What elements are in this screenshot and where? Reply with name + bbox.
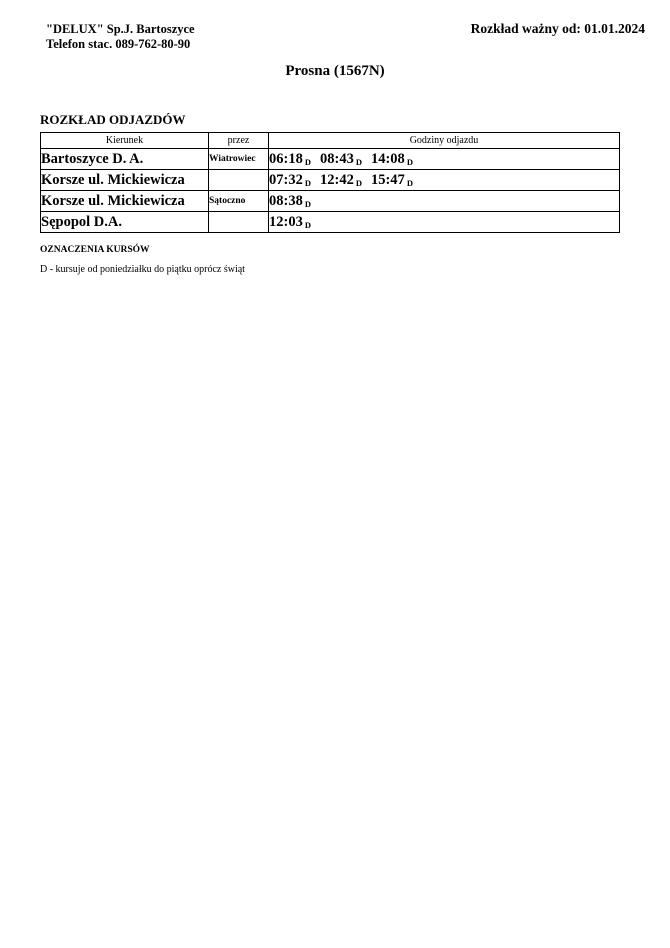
departure (371, 172, 413, 188)
table-row (41, 170, 620, 191)
table-header-row (41, 133, 620, 149)
via-cell: Sątoczno (209, 191, 269, 212)
departure (269, 214, 311, 230)
table-row (41, 191, 620, 212)
course-mark: D (304, 198, 311, 209)
company-name: "DELUX" Sp.J. Bartoszyce (46, 22, 195, 36)
valid-from-date: Rozkład ważny od: 01.01.2024 (470, 21, 645, 36)
stop-title: Prosna (1567N) (285, 63, 385, 79)
departure-time: 12:03 (269, 213, 303, 230)
course-mark: D (406, 177, 413, 188)
departure-time: 12:42 (319, 171, 354, 188)
departure-times-cell (269, 212, 620, 233)
departure (320, 151, 362, 167)
table-row (41, 149, 620, 170)
company-info (46, 22, 195, 52)
column-header-departures: Godziny odjazdu (269, 133, 620, 149)
column-header-direction: Kierunek (41, 133, 209, 149)
course-mark: D (355, 177, 362, 188)
departure-time: 06:18 (269, 150, 303, 167)
departure (320, 172, 362, 188)
direction-cell: Bartoszyce D. A. (41, 149, 209, 170)
departure (371, 151, 413, 167)
via-cell (209, 212, 269, 233)
course-mark: D (304, 156, 311, 167)
departure-time: 08:38 (269, 192, 303, 209)
table-row (41, 212, 620, 233)
column-header-via: przez (209, 133, 269, 149)
course-mark: D (304, 219, 311, 230)
course-mark: D (406, 156, 413, 167)
legend-title: OZNACZENIA KURSÓW (40, 245, 150, 255)
departure-times-cell (269, 170, 620, 191)
course-mark: D (304, 177, 311, 188)
direction-cell: Sępopol D.A. (41, 212, 209, 233)
departure (269, 151, 311, 167)
departure-times-cell (269, 191, 620, 212)
departure-time: 08:43 (319, 150, 354, 167)
via-cell: Wiatrowiec (209, 149, 269, 170)
departure-time: 15:47 (370, 171, 405, 188)
section-title: ROZKŁAD ODJAZDÓW (40, 112, 186, 127)
direction-cell: Korsze ul. Mickiewicza (41, 191, 209, 212)
departures-table (40, 132, 620, 233)
legend-item: D - kursuje od poniedziałku do piątku oprócz świąt (40, 264, 245, 275)
departure-time: 07:32 (269, 171, 303, 188)
departure-time: 14:08 (370, 150, 405, 167)
via-cell (209, 170, 269, 191)
course-mark: D (355, 156, 362, 167)
departure-times-cell (269, 149, 620, 170)
departure (269, 172, 311, 188)
company-phone: Telefon stac. 089-762-80-90 (46, 37, 191, 51)
departure (269, 193, 311, 209)
direction-cell: Korsze ul. Mickiewicza (41, 170, 209, 191)
